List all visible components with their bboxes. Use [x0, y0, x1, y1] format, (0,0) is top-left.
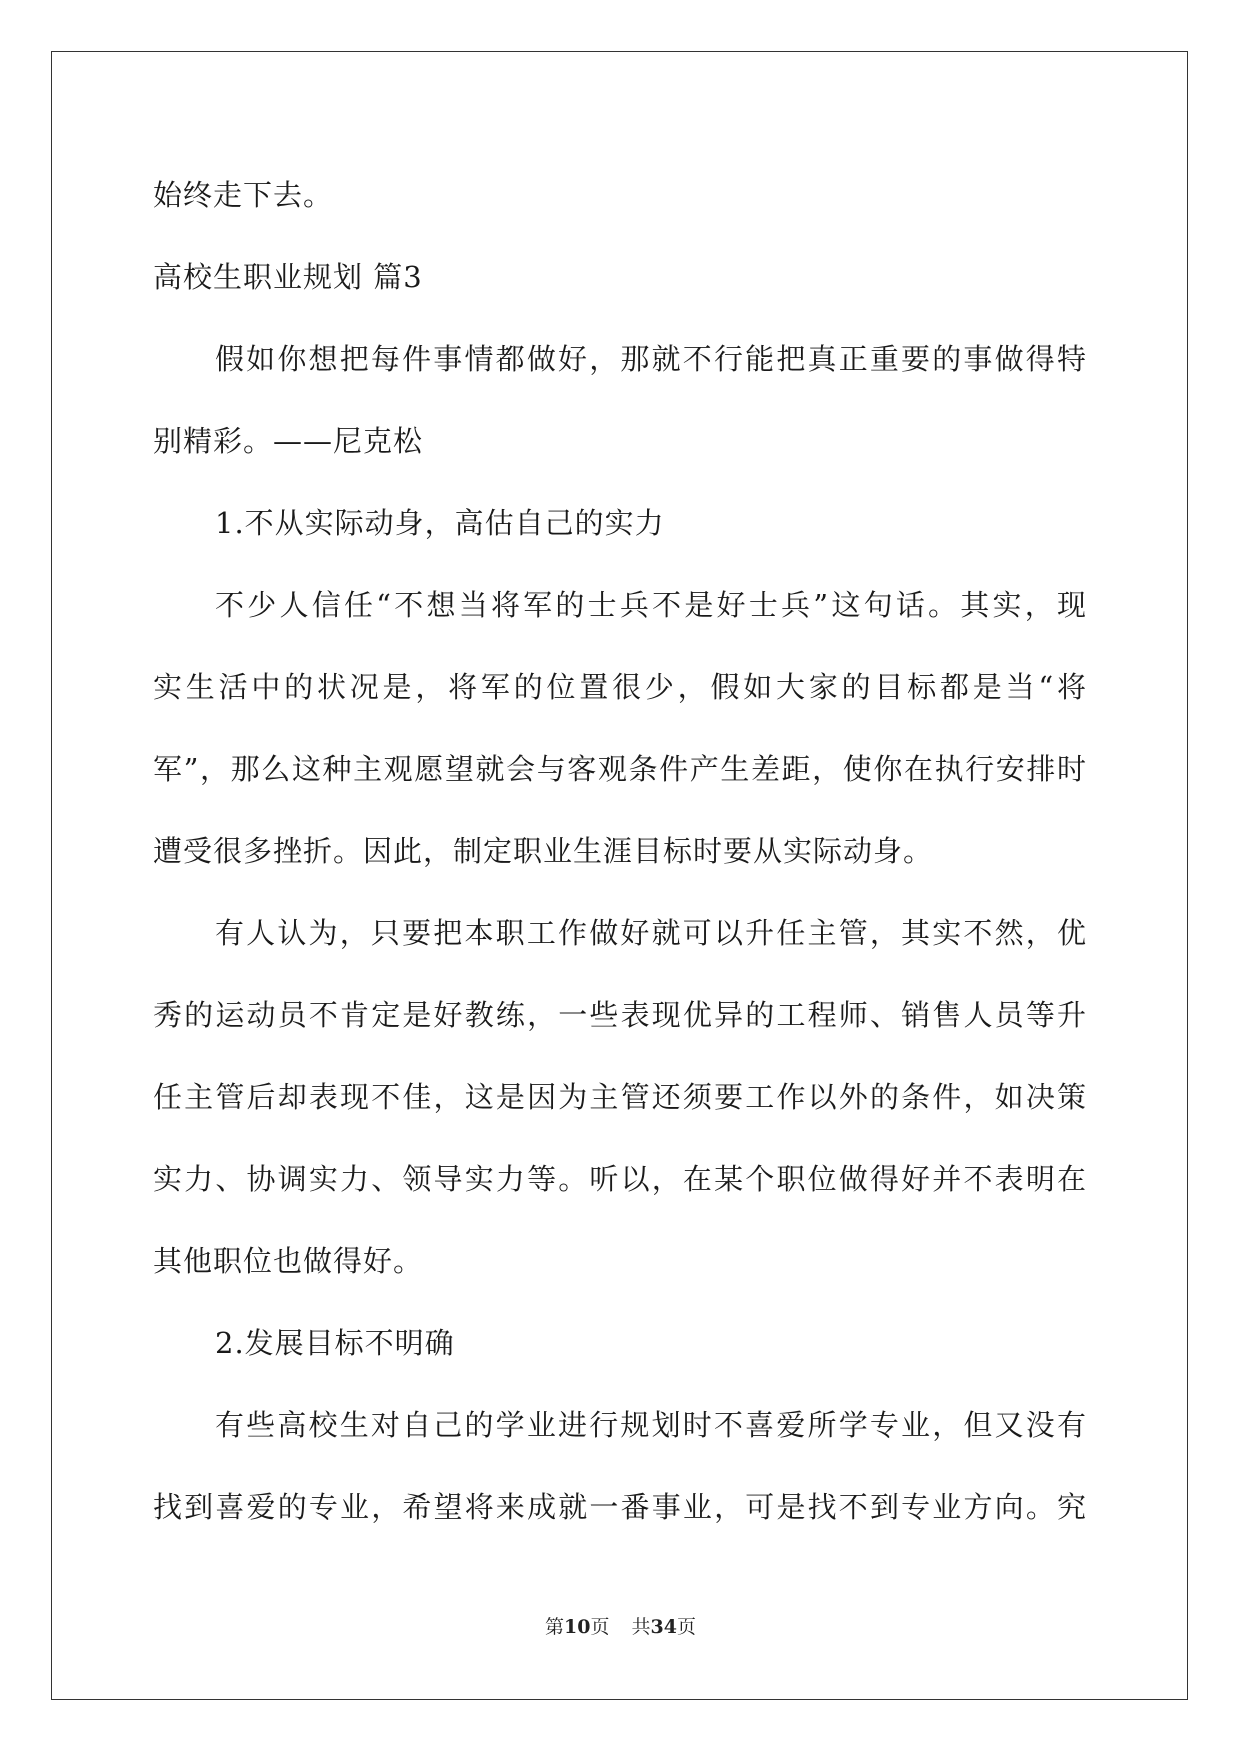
paragraph-line: 实生活中的状况是，将军的位置很少，假如大家的目标都是当“将	[153, 670, 1087, 704]
subheading: 2.发展目标不明确	[215, 1326, 455, 1360]
paragraph-line: 找到喜爱的专业，希望将来成就一番事业，可是找不到专业方向。究	[153, 1490, 1087, 1524]
paragraph-line: 有人认为，只要把本职工作做好就可以升任主管，其实不然，优	[215, 916, 1087, 950]
page-suffix: 页	[590, 1616, 610, 1638]
subheading: 1.不从实际动身，高估自己的实力	[215, 506, 665, 540]
paragraph-line: 任主管后却表现不佳，这是因为主管还须要工作以外的条件，如决策	[153, 1080, 1087, 1114]
paragraph-line: 实力、协调实力、领导实力等。听以，在某个职位做得好并不表明在	[153, 1162, 1087, 1196]
paragraph-line: 遭受很多挫折。因此，制定职业生涯目标时要从实际动身。	[153, 834, 934, 868]
quote-line: 假如你想把每件事情都做好，那就不行能把真正重要的事做得特	[215, 342, 1087, 376]
page-prefix: 第	[545, 1616, 565, 1638]
paragraph-line: 军”，那么这种主观愿望就会与客观条件产生差距，使你在执行安排时	[153, 752, 1087, 786]
current-page-number: 10	[564, 1616, 591, 1638]
paragraph-line: 秀的运动员不肯定是好教练，一些表现优异的工程师、销售人员等升	[153, 998, 1087, 1032]
paragraph-line: 始终走下去。	[153, 178, 334, 212]
total-suffix: 页	[676, 1616, 696, 1638]
section-heading: 高校生职业规划 篇3	[153, 260, 423, 294]
total-prefix: 共	[631, 1616, 651, 1638]
paragraph-line: 有些高校生对自己的学业进行规划时不喜爱所学专业，但又没有	[215, 1408, 1087, 1442]
paragraph-line: 不少人信任“不想当将军的士兵不是好士兵”这句话。其实，现	[215, 588, 1087, 622]
page-footer	[0, 1612, 1241, 1639]
paragraph-line: 其他职位也做得好。	[153, 1244, 424, 1278]
document-body	[153, 154, 1087, 1548]
total-page-number: 34	[650, 1616, 677, 1638]
quote-line: 别精彩。——尼克松	[153, 424, 424, 458]
